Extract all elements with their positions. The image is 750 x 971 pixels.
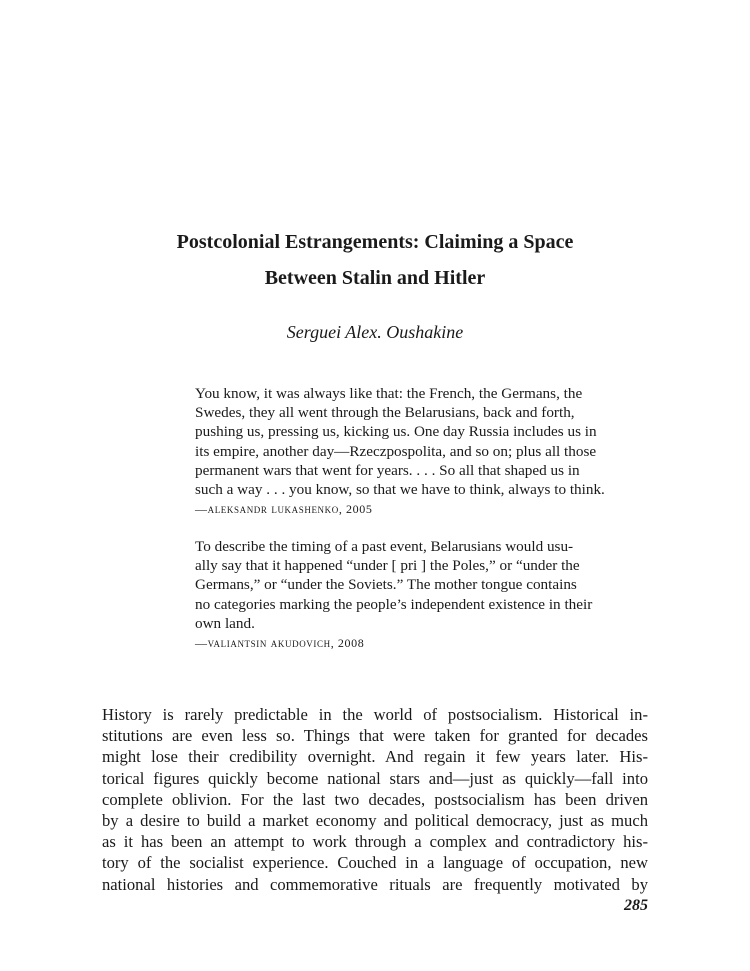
epigraph-1: [195, 384, 655, 519]
epigraph-line: ally say that it happened “under [ pri ] the Poles,” or “under the: [195, 557, 580, 575]
epigraph-line: its empire, another day—Rzeczpospolita, and so on; plus all those: [195, 442, 597, 460]
body-line: complete oblivion. For the last two decades, postsocialism has been driven: [102, 789, 648, 809]
epigraph-attribution: [195, 633, 655, 653]
body-line: tory of the socialist experience. Couched in a language of occupation, new: [102, 853, 648, 873]
epigraph-line: pushing us, pressing us, kicking us. One day Russia includes us in: [195, 423, 597, 441]
epigraph-line: such a way . . . you know, so that we have to think, always to think.: [195, 481, 605, 499]
epigraph-line: no categories marking the people’s independent existence in their: [195, 595, 593, 613]
attribution-dash: —: [195, 636, 208, 651]
page-number: 285: [624, 897, 648, 914]
body-line: History is rarely predictable in the world of postsocialism. Historical in-: [102, 705, 648, 724]
epigraph-attribution: [195, 499, 655, 519]
epigraph-line: To describe the timing of a past event, Belarusians would usu-: [195, 538, 574, 555]
attribution-name: aleksandr lukashenko: [207, 501, 339, 517]
body-line: by a desire to build a market economy and political democracy, just as much: [102, 811, 648, 831]
attribution-year: , 2008: [330, 636, 365, 651]
epigraph-2: [195, 537, 655, 653]
epigraph-line: permanent wars that went for years. . . . So all that shaped us in: [195, 461, 580, 479]
title-line-1: Postcolonial Estrangements: Claiming a Space: [176, 231, 574, 253]
attribution-dash: —: [195, 502, 208, 517]
article-title: [0, 224, 750, 296]
body-line: as it has been an attempt to work through a complex and contradictory his-: [102, 832, 648, 852]
author-name: Serguei Alex. Oushakine: [286, 322, 464, 342]
epigraph-line: You know, it was always like that: the French, the Germans, the: [195, 385, 583, 402]
body-line: torical figures quickly become national stars and—just as quickly—fall into: [102, 768, 648, 788]
body-paragraph: [102, 704, 648, 895]
epigraph-line: Germans,” or “under the Soviets.” The mother tongue contains: [195, 576, 577, 594]
epigraph-line: Swedes, they all went through the Belarusians, back and forth,: [195, 404, 575, 422]
attribution-year: , 2005: [338, 502, 373, 517]
epigraph-line: own land.: [195, 614, 255, 632]
body-line: stitutions are even less so. Things that were taken for granted for decades: [102, 726, 648, 746]
title-line-2: Between Stalin and Hitler: [264, 267, 486, 289]
body-line: national histories and commemorative rituals are frequently motivated by: [102, 874, 648, 894]
attribution-name: valiantsin akudovich: [207, 635, 331, 651]
body-line: might lose their credibility overnight. And regain it few years later. His-: [102, 747, 648, 767]
